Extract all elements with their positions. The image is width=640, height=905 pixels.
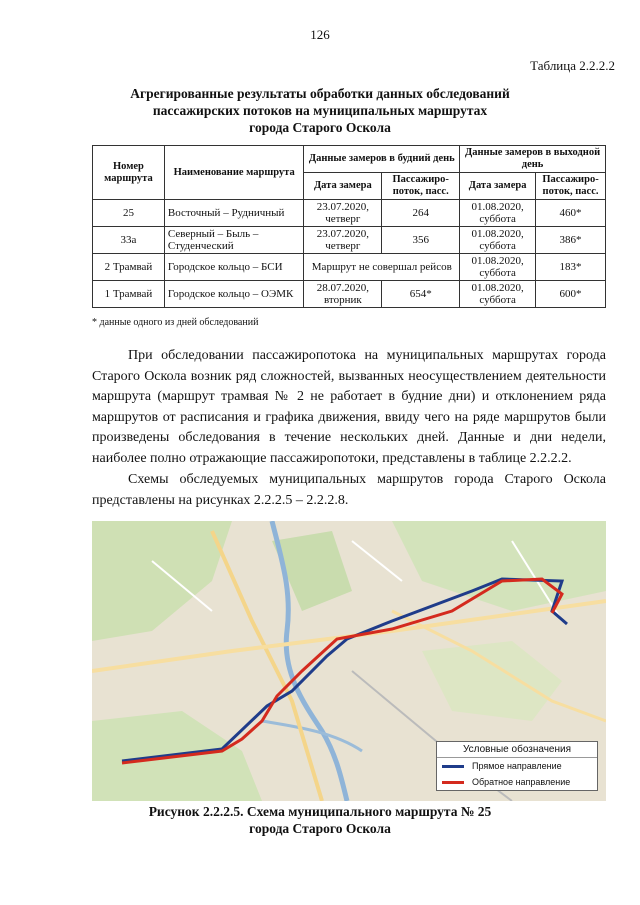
weekday-flow: 356	[382, 227, 460, 254]
weekend-date: 01.08.2020, суббота	[460, 281, 536, 308]
header-weekday: Данные замеров в будний день	[304, 146, 460, 173]
route-number: 25	[93, 200, 165, 227]
route-name: Северный – Быль – Студенческий	[164, 227, 304, 254]
weekday-date: 23.07.2020, четверг	[304, 200, 382, 227]
caption-line-2: города Старого Оскола	[249, 821, 391, 836]
route-name: Городское кольцо – ОЭМК	[164, 281, 304, 308]
table-row	[93, 200, 606, 227]
backward-swatch	[442, 781, 464, 784]
header-route-name: Наименование маршрута	[164, 146, 304, 200]
legend-title: Условные обозначения	[437, 742, 597, 758]
table-row	[93, 281, 606, 308]
legend-forward	[437, 758, 597, 774]
route-map	[92, 521, 606, 801]
weekend-flow: 600*	[536, 281, 606, 308]
map-legend	[436, 741, 598, 791]
table-title-line-3: города Старого Оскола	[249, 120, 391, 135]
weekday-date: 23.07.2020, четверг	[304, 227, 382, 254]
page-number: 126	[310, 27, 330, 42]
route-name: Городское кольцо – БСИ	[164, 254, 304, 281]
table-title	[80, 85, 560, 136]
body-paragraph-2: Схемы обследуемых муниципальных маршрутов города Старого Оскола представлены на рисунках 2.2.2.5 – 2.2.2.8.	[92, 472, 606, 508]
header-weekday-flow: Пассажиро-поток, пасс.	[382, 173, 460, 200]
header-weekday-date: Дата замера	[304, 173, 382, 200]
weekend-date: 01.08.2020, суббота	[460, 227, 536, 254]
route-number: 1 Трамвай	[93, 281, 165, 308]
weekday-flow: 654*	[382, 281, 460, 308]
weekend-date: 01.08.2020, суббота	[460, 254, 536, 281]
weekend-flow: 460*	[536, 200, 606, 227]
weekend-date: 01.08.2020, суббота	[460, 200, 536, 227]
table-title-line-1: Агрегированные результаты обработки данных обследований	[130, 86, 510, 101]
results-table	[92, 145, 606, 308]
route-number: 2 Трамвай	[93, 254, 165, 281]
forward-swatch	[442, 765, 464, 768]
weekday-note: Маршрут не совершал рейсов	[304, 254, 460, 281]
legend-forward-label: Прямое направление	[472, 761, 562, 771]
route-number: 33а	[93, 227, 165, 254]
table-title-line-2: пассажирских потоков на муниципальных маршрутах	[152, 103, 488, 118]
weekend-flow: 386*	[536, 227, 606, 254]
table-footnote: * данные одного из дней обследований	[92, 317, 259, 328]
header-weekend-flow: Пассажиро-поток, пасс.	[536, 173, 606, 200]
header-weekend: Данные замеров в выходной день	[460, 146, 606, 173]
legend-backward-label: Обратное направление	[472, 777, 571, 787]
table-row	[93, 254, 606, 281]
header-weekend-date: Дата замера	[460, 173, 536, 200]
figure-caption	[80, 803, 560, 837]
caption-line-1: Рисунок 2.2.2.5. Схема муниципального маршрута № 25	[148, 804, 492, 819]
table-label: Таблица 2.2.2.2	[530, 58, 615, 73]
weekday-date: 28.07.2020, вторник	[304, 281, 382, 308]
legend-backward	[437, 774, 597, 790]
weekend-flow: 183*	[536, 254, 606, 281]
route-name: Восточный – Рудничный	[164, 200, 304, 227]
weekday-flow: 264	[382, 200, 460, 227]
body-paragraph-1: При обследовании пассажиропотока на муниципальных маршрутах города Старого Оскола возник ряд сложностей, вызванных неосуществлением деятельности маршрута (маршрут трамвая № 2 не работает в будние дни) и отклонением ряда маршрутов от расписания и графика движения, ввиду чего на ряде маршрутов были произведены обследования в течение нескольких дней. Данные и дни недели, наиболее полно отражающие пассажиропотоки, представлены в таблице 2.2.2.2.	[92, 348, 606, 466]
header-route-number: Номер маршрута	[93, 146, 165, 200]
table-row	[93, 227, 606, 254]
